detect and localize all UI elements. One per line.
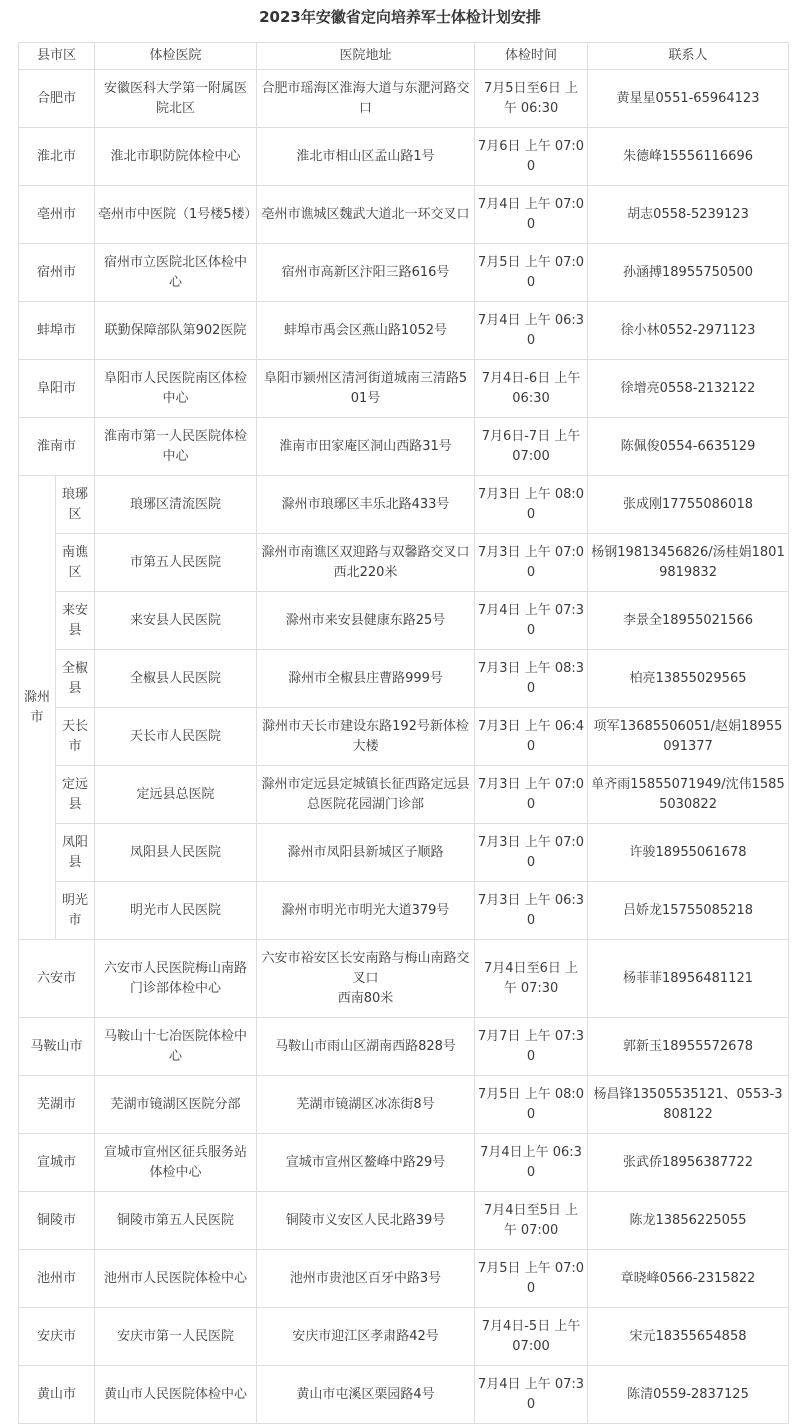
cell-hospital: 淮北市职防院体检中心	[95, 128, 257, 186]
cell-address: 池州市贵池区百牙中路3号	[257, 1250, 475, 1308]
cell-time: 7月3日 上午 07:00	[475, 766, 588, 824]
table-row	[19, 940, 789, 1018]
cell-contact: 陈清0559-2837125	[588, 1366, 789, 1424]
cell-time: 7月4日-5日 上午 07:00	[475, 1308, 588, 1366]
header-row	[19, 43, 789, 70]
cell-city: 马鞍山市	[19, 1018, 95, 1076]
cell-hospital: 铜陵市第五人民医院	[95, 1192, 257, 1250]
cell-address: 合肥市瑶海区淮海大道与东淝河路交口	[257, 70, 475, 128]
cell-hospital: 池州市人民医院体检中心	[95, 1250, 257, 1308]
cell-address: 滁州市定远县定城镇长征西路定远县总医院花园湖门诊部	[257, 766, 475, 824]
cell-county: 天长市	[56, 708, 95, 766]
cell-time: 7月4日 上午 07:00	[475, 186, 588, 244]
cell-hospital: 琅琊区清流医院	[95, 476, 257, 534]
cell-contact: 胡志0558-5239123	[588, 186, 789, 244]
cell-hospital: 黄山市人民医院体检中心	[95, 1366, 257, 1424]
page-title: 2023年安徽省定向培养军士体检计划安排	[259, 8, 541, 26]
cell-address: 滁州市琅琊区丰乐北路433号	[257, 476, 475, 534]
cell-contact: 朱德峰15556116696	[588, 128, 789, 186]
cell-time: 7月3日 上午 07:00	[475, 824, 588, 882]
cell-hospital: 六安市人民医院梅山南路门诊部体检中心	[95, 940, 257, 1018]
cell-contact: 杨菲菲18956481121	[588, 940, 789, 1018]
cell-city: 亳州市	[19, 186, 95, 244]
cell-hospital: 安徽医科大学第一附属医院北区	[95, 70, 257, 128]
table-row	[19, 70, 789, 128]
table-row	[19, 360, 789, 418]
cell-contact: 陈佩俊0554-6635129	[588, 418, 789, 476]
cell-city: 蚌埠市	[19, 302, 95, 360]
cell-address: 铜陵市义安区人民北路39号	[257, 1192, 475, 1250]
cell-hospital: 联勤保障部队第902医院	[95, 302, 257, 360]
cell-city: 芜湖市	[19, 1076, 95, 1134]
cell-contact: 李景全18955021566	[588, 592, 789, 650]
table-row	[19, 1018, 789, 1076]
cell-time: 7月4日 上午 06:30	[475, 302, 588, 360]
table-row	[19, 244, 789, 302]
cell-hospital: 来安县人民医院	[95, 592, 257, 650]
cell-city: 阜阳市	[19, 360, 95, 418]
cell-hospital: 阜阳市人民医院南区体检中心	[95, 360, 257, 418]
cell-hospital: 芜湖市镜湖区医院分部	[95, 1076, 257, 1134]
cell-time: 7月4日至6日 上午 07:30	[475, 940, 588, 1018]
cell-address: 芜湖市镜湖区冰冻街8号	[257, 1076, 475, 1134]
table-row	[19, 824, 789, 882]
cell-address: 淮北市相山区孟山路1号	[257, 128, 475, 186]
header-hospital: 体检医院	[95, 43, 257, 70]
cell-address: 宣城市宣州区鳌峰中路29号	[257, 1134, 475, 1192]
table-row	[19, 708, 789, 766]
cell-time: 7月4日-6日 上午 06:30	[475, 360, 588, 418]
cell-address: 淮南市田家庵区洞山西路31号	[257, 418, 475, 476]
cell-contact: 陈龙13856225055	[588, 1192, 789, 1250]
cell-time: 7月4日上午 06:30	[475, 1134, 588, 1192]
cell-hospital: 淮南市第一人民医院体检中心	[95, 418, 257, 476]
cell-hospital: 全椒县人民医院	[95, 650, 257, 708]
table-row	[19, 302, 789, 360]
cell-county: 琅琊区	[56, 476, 95, 534]
schedule-table	[18, 42, 789, 1424]
table-row	[19, 1250, 789, 1308]
cell-hospital: 明光市人民医院	[95, 882, 257, 940]
table-row	[19, 476, 789, 534]
cell-contact: 章晓峰0566-2315822	[588, 1250, 789, 1308]
cell-address	[257, 940, 475, 1018]
cell-hospital: 凤阳县人民医院	[95, 824, 257, 882]
cell-contact: 郭新玉18955572678	[588, 1018, 789, 1076]
cell-address: 马鞍山市雨山区湖南西路828号	[257, 1018, 475, 1076]
cell-address: 安庆市迎江区孝肃路42号	[257, 1308, 475, 1366]
cell-city: 黄山市	[19, 1366, 95, 1424]
cell-hospital: 马鞍山十七冶医院体检中心	[95, 1018, 257, 1076]
table-row	[19, 186, 789, 244]
cell-contact: 杨钢19813456826/汤桂娟18019819832	[588, 534, 789, 592]
cell-time: 7月5日 上午 07:00	[475, 1250, 588, 1308]
cell-contact: 徐小林0552-2971123	[588, 302, 789, 360]
cell-hospital: 宿州市立医院北区体检中心	[95, 244, 257, 302]
cell-time: 7月6日 上午 07:00	[475, 128, 588, 186]
cell-address: 滁州市明光市明光大道379号	[257, 882, 475, 940]
cell-county: 明光市	[56, 882, 95, 940]
cell-time: 7月3日 上午 06:40	[475, 708, 588, 766]
cell-city: 合肥市	[19, 70, 95, 128]
cell-address: 滁州市全椒县庄曹路999号	[257, 650, 475, 708]
cell-time: 7月7日 上午 07:30	[475, 1018, 588, 1076]
cell-time: 7月4日 上午 07:30	[475, 1366, 588, 1424]
cell-contact: 徐增亮0558-2132122	[588, 360, 789, 418]
address-line-1: 六安市裕安区长安南路与梅山南路交叉口	[261, 950, 470, 986]
cell-city-chuzhou: 滁州市	[19, 476, 56, 940]
cell-county: 定远县	[56, 766, 95, 824]
cell-contact: 单齐雨15855071949/沈伟15855030822	[588, 766, 789, 824]
header-time: 体检时间	[475, 43, 588, 70]
cell-hospital: 定远县总医院	[95, 766, 257, 824]
cell-city: 铜陵市	[19, 1192, 95, 1250]
cell-city: 安庆市	[19, 1308, 95, 1366]
table-row	[19, 592, 789, 650]
cell-contact: 杨昌锋13505535121、0553-3808122	[588, 1076, 789, 1134]
address-line-2: 西南80米	[337, 990, 394, 1006]
cell-city: 淮南市	[19, 418, 95, 476]
cell-time: 7月3日 上午 06:30	[475, 882, 588, 940]
cell-address: 宿州市高新区汴阳三路616号	[257, 244, 475, 302]
cell-city: 宣城市	[19, 1134, 95, 1192]
cell-contact: 黄星星0551-65964123	[588, 70, 789, 128]
cell-city: 六安市	[19, 940, 95, 1018]
cell-hospital: 安庆市第一人民医院	[95, 1308, 257, 1366]
table-row	[19, 128, 789, 186]
cell-address: 阜阳市颍州区清河街道城南三清路501号	[257, 360, 475, 418]
cell-address: 蚌埠市禹会区燕山路1052号	[257, 302, 475, 360]
cell-city: 淮北市	[19, 128, 95, 186]
cell-contact: 张成刚17755086018	[588, 476, 789, 534]
header-address: 医院地址	[257, 43, 475, 70]
cell-address: 滁州市来安县健康东路25号	[257, 592, 475, 650]
table-row	[19, 1308, 789, 1366]
cell-time: 7月3日 上午 08:30	[475, 650, 588, 708]
table-row	[19, 418, 789, 476]
cell-contact: 孙涵搏18955750500	[588, 244, 789, 302]
cell-time: 7月5日 上午 07:00	[475, 244, 588, 302]
cell-time: 7月3日 上午 07:00	[475, 534, 588, 592]
cell-county: 全椒县	[56, 650, 95, 708]
cell-hospital: 天长市人民医院	[95, 708, 257, 766]
cell-time: 7月5日至6日 上午 06:30	[475, 70, 588, 128]
table-row	[19, 882, 789, 940]
cell-time: 7月4日 上午 07:30	[475, 592, 588, 650]
table-row	[19, 1134, 789, 1192]
header-city: 县市区	[19, 43, 95, 70]
cell-contact: 吕娇龙15755085218	[588, 882, 789, 940]
cell-city: 池州市	[19, 1250, 95, 1308]
cell-address: 滁州市凤阳县新城区子顺路	[257, 824, 475, 882]
cell-contact: 许骏18955061678	[588, 824, 789, 882]
table-row	[19, 1192, 789, 1250]
cell-hospital: 亳州市中医院（1号楼5楼）	[95, 186, 257, 244]
cell-address: 黄山市屯溪区栗园路4号	[257, 1366, 475, 1424]
cell-hospital: 宣城市宣州区征兵服务站体检中心	[95, 1134, 257, 1192]
cell-address: 滁州市南谯区双迎路与双馨路交叉口西北220米	[257, 534, 475, 592]
cell-county: 来安县	[56, 592, 95, 650]
cell-contact: 柏亮13855029565	[588, 650, 789, 708]
table-row	[19, 1366, 789, 1424]
cell-city: 宿州市	[19, 244, 95, 302]
cell-time: 7月3日 上午 08:00	[475, 476, 588, 534]
cell-contact: 张武侨18956387722	[588, 1134, 789, 1192]
table-row	[19, 766, 789, 824]
cell-county: 凤阳县	[56, 824, 95, 882]
table-row	[19, 1076, 789, 1134]
table-row	[19, 650, 789, 708]
table-row	[19, 534, 789, 592]
cell-county: 南谯区	[56, 534, 95, 592]
cell-time: 7月4日至5日 上午 07:00	[475, 1192, 588, 1250]
header-contact: 联系人	[588, 43, 789, 70]
cell-hospital: 市第五人民医院	[95, 534, 257, 592]
cell-contact: 项军13685506051/赵娟18955091377	[588, 708, 789, 766]
cell-time: 7月6日-7日 上午 07:00	[475, 418, 588, 476]
cell-address: 亳州市谯城区魏武大道北一环交叉口	[257, 186, 475, 244]
cell-time: 7月5日 上午 08:00	[475, 1076, 588, 1134]
cell-address: 滁州市天长市建设东路192号新体检大楼	[257, 708, 475, 766]
cell-contact: 宋元18355654858	[588, 1308, 789, 1366]
